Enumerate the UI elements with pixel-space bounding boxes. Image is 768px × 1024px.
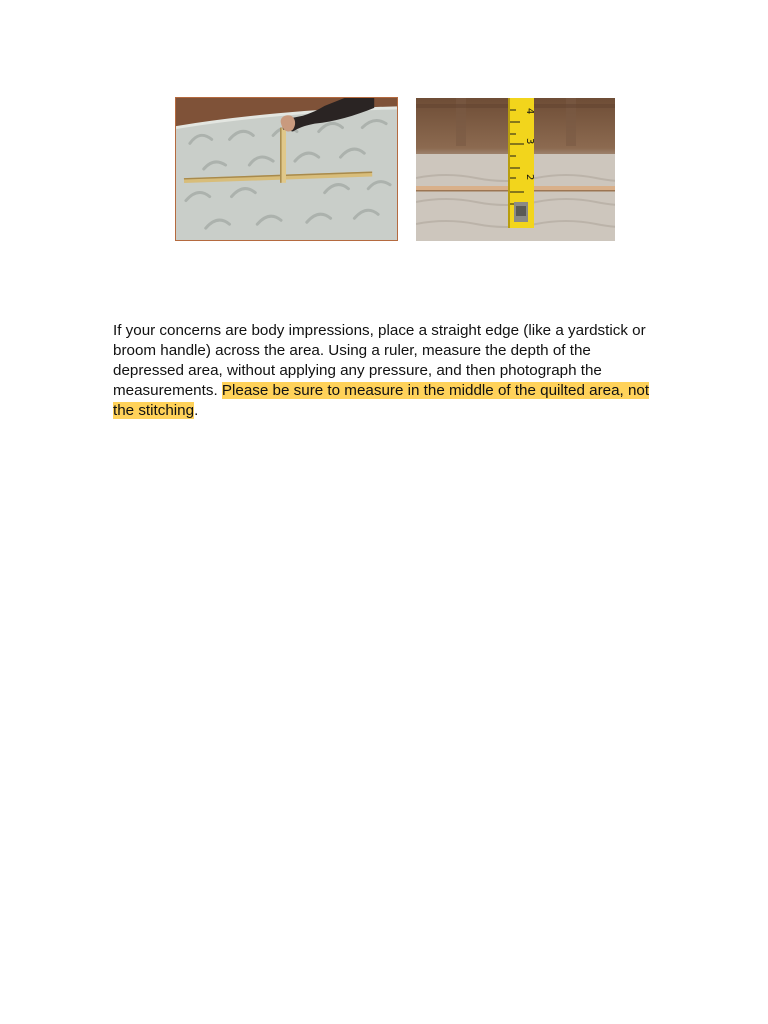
instruction-paragraph [113, 321, 653, 421]
tape-mark-2: 2 [524, 174, 535, 181]
mattress-ruler-illustration [176, 98, 397, 240]
straight-edge-across-mattress-photo [175, 97, 398, 241]
tape-mark-4: 4 [524, 108, 535, 115]
tape-mark-3: 3 [524, 138, 535, 145]
instruction-period: . [194, 402, 199, 419]
tape-measure-illustration [416, 98, 615, 241]
tape-measure-depth-photo [416, 98, 615, 241]
instruction-text: If your concerns are body impressions, place a straight edge (like a yardstick or broom handle) across the area. Using a ruler, measure the depth of the depressed area, without applying any pressure, and then photograph the measurements. [113, 322, 646, 399]
highlighted-instruction: Please be sure to measure in the middle of the quilted area, not the stitching [113, 382, 650, 419]
